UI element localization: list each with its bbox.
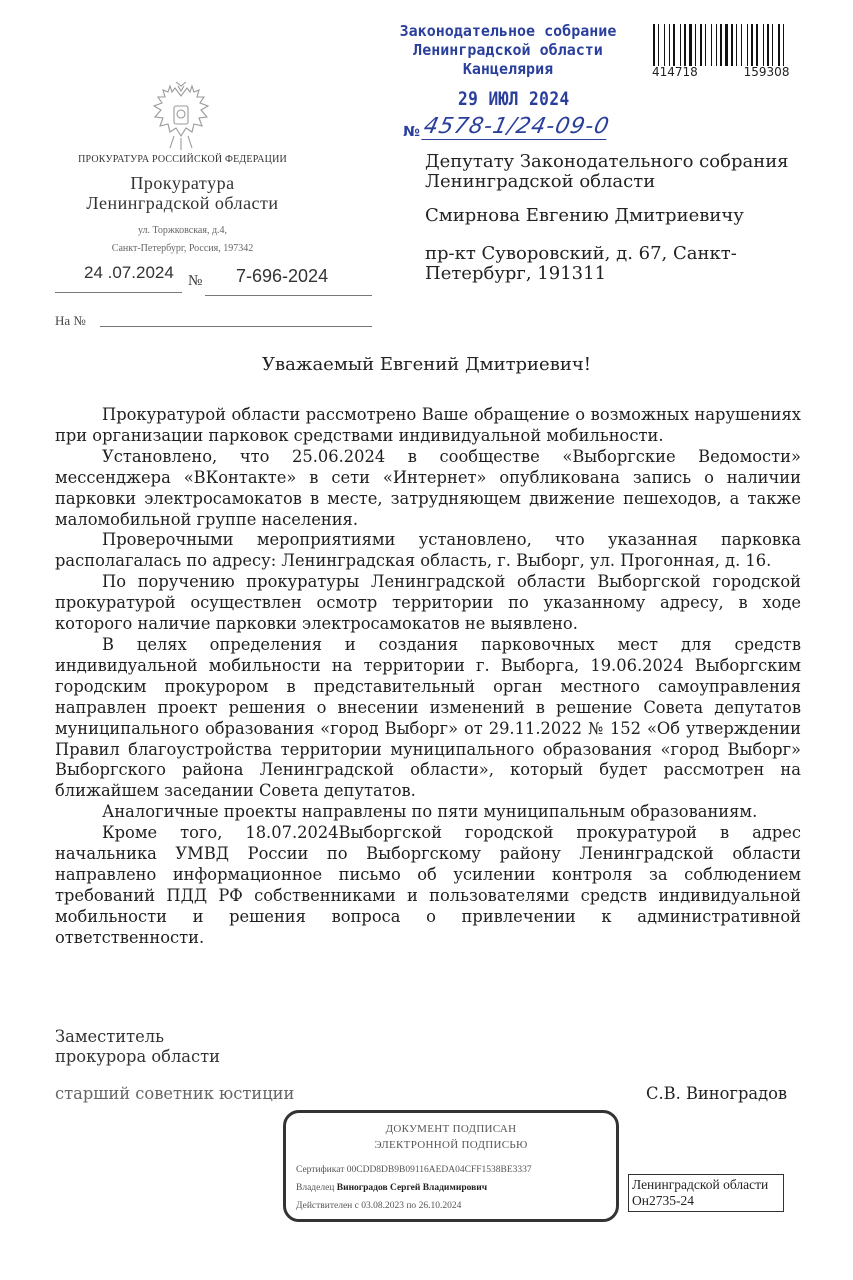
barcode-bar: [680, 24, 681, 66]
paragraph: Аналогичные проекты направлены по пяти муниципальным образованиям.: [102, 802, 758, 822]
letter-body: [55, 405, 801, 949]
barcode-bar: [734, 24, 735, 66]
certificate-value: 00CDD8DB9B09116AEDA04CFF1538BE3337: [346, 1165, 532, 1175]
barcode-bar: [729, 24, 730, 66]
barcode-bar: [723, 24, 724, 66]
sender-address-line1: ул. Торжковская, д.4,: [137, 225, 228, 236]
barcode-bar: [772, 24, 773, 66]
barcode-bar: [770, 24, 771, 66]
barcode-bar: [756, 24, 758, 66]
russian-coat-of-arms-icon: [148, 82, 214, 152]
barcode-bar: [658, 24, 659, 66]
barcode-bar: [763, 24, 764, 66]
barcode-bar: [666, 24, 668, 66]
barcode-bar: [736, 24, 737, 66]
barcode-bar: [703, 24, 704, 66]
validity-row: [296, 1201, 461, 1211]
corner-stamp-line2: Он2735-24: [632, 1193, 694, 1208]
outgoing-number-sign: №: [188, 273, 203, 289]
corner-registration-stamp: [628, 1174, 784, 1212]
incoming-stamp-line3: Канцелярия: [462, 60, 554, 78]
signatory-title-line1: Заместитель: [55, 1027, 164, 1046]
barcode-bar: [738, 24, 740, 66]
paragraph: В целях определения и создания парковочных мест для средств индивидуальной мобильности на территории г. Выборга, 19.06.2024 Выборгским городским прокурором в представительный орган местного самоуправления направлен проект решения о внесении изменений в решение Совета депутатов муниципального образования «город Выборг» от 29.11.2022 № 152 «Об утверждении Правил благоустройства территории муниципального образования «город Выборг» Выборгского района Ленинградской области», который будет рассмотрен на ближайшем заседании Совета депутатов.: [55, 634, 801, 801]
barcode-bar: [682, 24, 683, 66]
certificate-label: Сертификат: [296, 1165, 345, 1175]
sender-name-line2: Ленинградской области: [86, 193, 279, 213]
barcode-bar: [741, 24, 742, 66]
electronic-signature-title-line1: ДОКУМЕНТ ПОДПИСАН: [385, 1123, 517, 1135]
barcode-bar: [676, 24, 679, 66]
recipient-address-line1: пр-кт Суворовский, д. 67, Санкт-: [425, 243, 737, 264]
sender-address: [55, 222, 310, 258]
barcode-bar: [759, 24, 762, 66]
valid-from-value: 03.08.2023: [361, 1201, 404, 1211]
sender-header: ПРОКУРАТУРА РОССИЙСКОЙ ФЕДЕРАЦИИ: [78, 154, 287, 165]
barcode-bar: [778, 24, 780, 66]
barcode-bar: [700, 24, 702, 66]
barcode-bar: [731, 24, 733, 66]
barcode-bar: [695, 24, 696, 66]
certificate-row: [296, 1165, 532, 1175]
barcode-bar: [743, 24, 746, 66]
recipient-address-line2: Петербург, 191311: [425, 263, 607, 284]
incoming-number-handwritten: 4578-1/24-09-0: [421, 114, 612, 139]
barcode-bar: [664, 24, 665, 66]
recipient-position: [425, 152, 805, 192]
barcode-bar: [656, 24, 657, 66]
outgoing-date: 24 .07.2024: [84, 263, 174, 282]
owner-value: Виноградов Сергей Владимирович: [336, 1183, 488, 1193]
electronic-signature-title-line2: ЭЛЕКТРОННОЙ ПОДПИСЬЮ: [374, 1139, 528, 1151]
barcode-bar: [705, 24, 706, 66]
electronic-signature-stamp: [283, 1110, 619, 1222]
barcode-bar: [754, 24, 755, 66]
signatory-name: С.В. Виноградов: [646, 1084, 788, 1103]
barcode-bar: [720, 24, 722, 66]
valid-to-value: 26.10.2024: [418, 1201, 462, 1211]
outgoing-number-underline: [205, 295, 372, 296]
barcode-bar: [671, 24, 672, 66]
barcode-bar: [711, 24, 712, 66]
incoming-stamp: [388, 22, 628, 79]
reply-to-underline: [100, 326, 372, 327]
barcode-bar: [693, 24, 694, 66]
barcode-bar: [716, 24, 717, 66]
barcode-bar: [765, 24, 766, 66]
barcode-bar: [783, 24, 784, 66]
outgoing-date-underline: [55, 292, 182, 293]
owner-label: Владелец: [296, 1183, 335, 1193]
recipient-position-line2: Ленинградской области: [425, 171, 656, 192]
barcode-right-number: 159308: [743, 65, 790, 79]
barcode-bar: [774, 24, 777, 66]
barcode-bar: [718, 24, 719, 66]
incoming-number-row: [403, 114, 612, 140]
barcode-bar: [747, 24, 748, 66]
barcode-bar: [684, 24, 686, 66]
valid-from-label: Действителен с: [296, 1201, 359, 1211]
barcode-bar: [689, 24, 692, 66]
incoming-number-sign: №: [403, 124, 420, 140]
barcode-bar: [707, 24, 710, 66]
signatory-rank: старший советник юстиции: [55, 1084, 295, 1103]
barcode-bar: [687, 24, 688, 66]
reply-to-label: На №: [55, 313, 86, 328]
barcode-bar: [749, 24, 750, 66]
recipient-address: [425, 244, 805, 284]
recipient-name: Смирнова Евгению Дмитриевичу: [425, 205, 744, 226]
barcode-numbers: [652, 65, 789, 79]
barcode-bar: [660, 24, 663, 66]
paragraph: Прокуратурой области рассмотрено Ваше обращение о возможных нарушениях при организации парковок средствами индивидуальной мобильности.: [55, 405, 801, 445]
greeting: Уважаемый Евгений Дмитриевич!: [262, 354, 591, 375]
valid-to-label: по: [406, 1201, 417, 1211]
signatory-title: [55, 1027, 220, 1067]
barcode-bar: [669, 24, 670, 66]
paragraph: По поручению прокуратуры Ленинградской области Выборгской городской прокуратурой осуществлен осмотр территории по указанному адресу, в ходе которого наличие парковки электросамокатов не выявлено.: [55, 572, 801, 634]
barcode-left-number: 414718: [652, 65, 698, 79]
barcode-bar: [781, 24, 782, 66]
corner-stamp-line1: Ленинградской области: [632, 1177, 769, 1192]
barcode-bar: [725, 24, 728, 66]
incoming-stamp-line1: Законодательное собрание: [399, 22, 617, 40]
paragraph: Проверочными мероприятиями установлено, что указанная парковка располагалась по адресу: Ленинградская область, г. Выборг, ул. Прогонная, д. 16.: [55, 530, 801, 571]
owner-row: [296, 1183, 487, 1193]
signatory-title-line2: прокурора области: [55, 1047, 220, 1066]
recipient-position-line1: Депутату Законодательного собрания: [425, 151, 789, 172]
barcode-bar: [653, 24, 655, 66]
sender-name: [55, 173, 310, 213]
barcode-bar: [785, 24, 787, 66]
barcode-bar: [767, 24, 769, 66]
barcode-bar: [713, 24, 715, 66]
barcode-bar: [751, 24, 753, 66]
barcode-bar: [697, 24, 699, 66]
incoming-stamp-line2: Ленинградской области: [413, 41, 603, 59]
incoming-stamp-date: 29 ИЮЛ 2024: [458, 88, 570, 110]
barcode-bar: [673, 24, 675, 66]
outgoing-number: 7-696-2024: [236, 266, 329, 286]
sender-name-line1: Прокуратура: [130, 173, 235, 193]
barcode: [653, 24, 813, 66]
sender-address-line2: Санкт-Петербург, Россия, 197342: [111, 243, 254, 254]
electronic-signature-title: [286, 1121, 616, 1153]
paragraph: Установлено, что 25.06.2024 в сообществе «Выборгские Ведомости» мессенджера «ВКонтакте» в сети «Интернет» опубликована запись о наличии парковки электросамокатов в месте, затрудняющем движение пешеходов, а также маломобильной группе населения.: [55, 446, 801, 529]
paragraph: Кроме того, 18.07.2024Выборгской городской прокуратурой в адрес начальника УМВД России по Выборгскому району Ленинградской области направлено информационное письмо об усилении контроля за соблюдением требований ПДД РФ собственниками и пользователями средств индивидуальной мобильности и решения вопроса о привлечении к административной ответственности.: [55, 823, 801, 947]
